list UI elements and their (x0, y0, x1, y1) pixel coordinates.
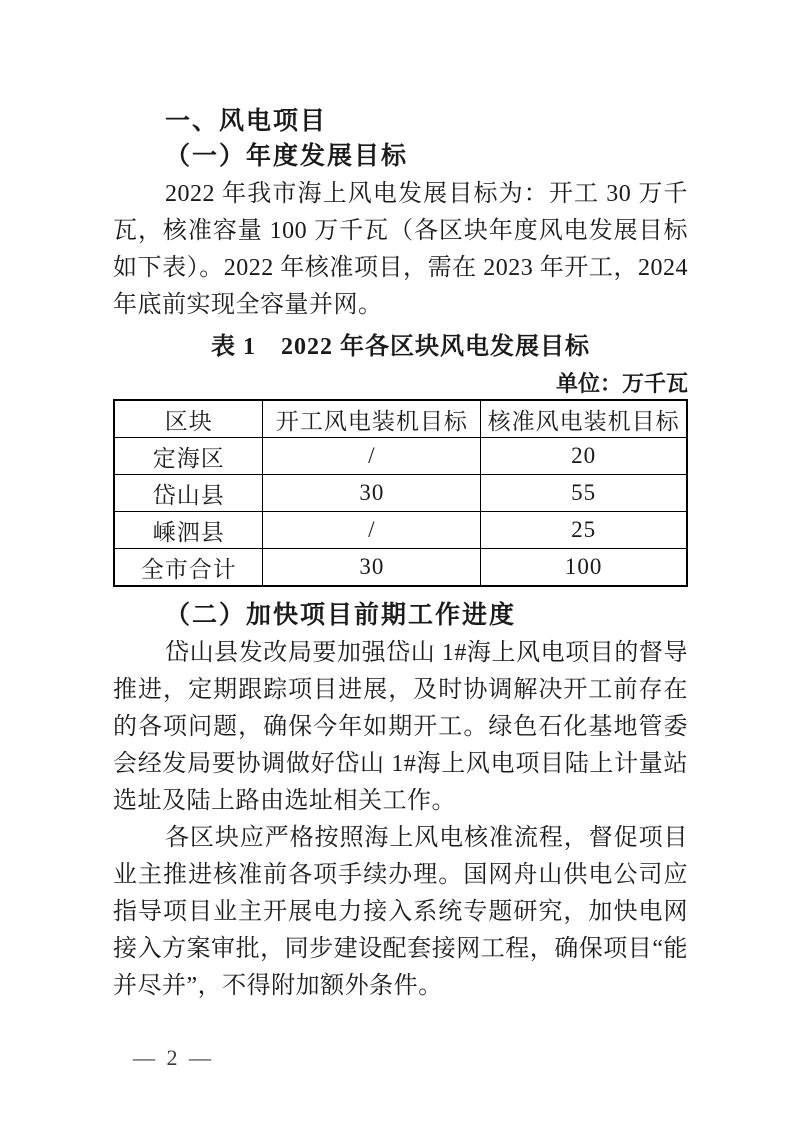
cell-approve-target: 55 (481, 475, 687, 512)
cell-start-target: / (263, 512, 481, 549)
cell-district: 嵊泗县 (114, 512, 263, 549)
cell-approve-target: 25 (481, 512, 687, 549)
table-header-row (114, 400, 687, 438)
table-1-caption: 表 1 2022 年各区块风电发展目标 (211, 334, 590, 360)
cell-district: 定海区 (114, 438, 263, 475)
table-row-total (114, 549, 687, 587)
cell-approve-target: 20 (481, 438, 687, 475)
table-1-unit-label: 单位：万千瓦 (555, 371, 688, 396)
column-header-district: 区块 (114, 400, 263, 438)
cell-start-target: / (263, 438, 481, 475)
section-1-1-subheading: （一）年度发展目标 (165, 143, 409, 170)
wind-power-targets-table (113, 399, 688, 587)
table-row (114, 512, 687, 549)
table-row (114, 438, 687, 475)
column-header-start-target: 开工风电装机目标 (263, 400, 481, 438)
section-1-heading: 一、风电项目 (165, 107, 328, 135)
cell-district: 全市合计 (114, 549, 263, 587)
cell-district: 岱山县 (114, 475, 263, 512)
section-1-2-subheading: （二）加快项目前期工作进度 (165, 602, 517, 629)
paragraph-daishan-project: 岱山县发改局要加强岱山 1#海上风电项目的督导推进，定期跟踪项目进展，及时协调解决开工前存在的各项问题，确保今年如期开工。绿色石化基地管委会经发局要协调做好岱山 1#海上风电项目陆上计量站选址及陆上路由选址相关工作。 (113, 640, 688, 814)
cell-approve-target: 100 (481, 549, 687, 587)
cell-start-target: 30 (263, 475, 481, 512)
paragraph-approval-process: 各区块应严格按照海上风电核准流程，督促项目业主推进核准前各项手续办理。国网舟山供电公司应指导项目业主开展电力接入系统专题研究，加快电网接入方案审批，同步建设配套接网工程，确保项目“能并尽并”，不得附加额外条件。 (113, 825, 688, 999)
table-row (114, 475, 687, 512)
column-header-approve-target: 核准风电装机目标 (481, 400, 687, 438)
paragraph-annual-target: 2022 年我市海上风电发展目标为：开工 30 万千瓦，核准容量 100 万千瓦（各区块年度风电发展目标如下表）。2022 年核准项目，需在 2023 年开工，2024 年底前实现全容量并网。 (113, 181, 688, 318)
cell-start-target: 30 (263, 549, 481, 587)
page-number: — 2 — (133, 1045, 214, 1070)
